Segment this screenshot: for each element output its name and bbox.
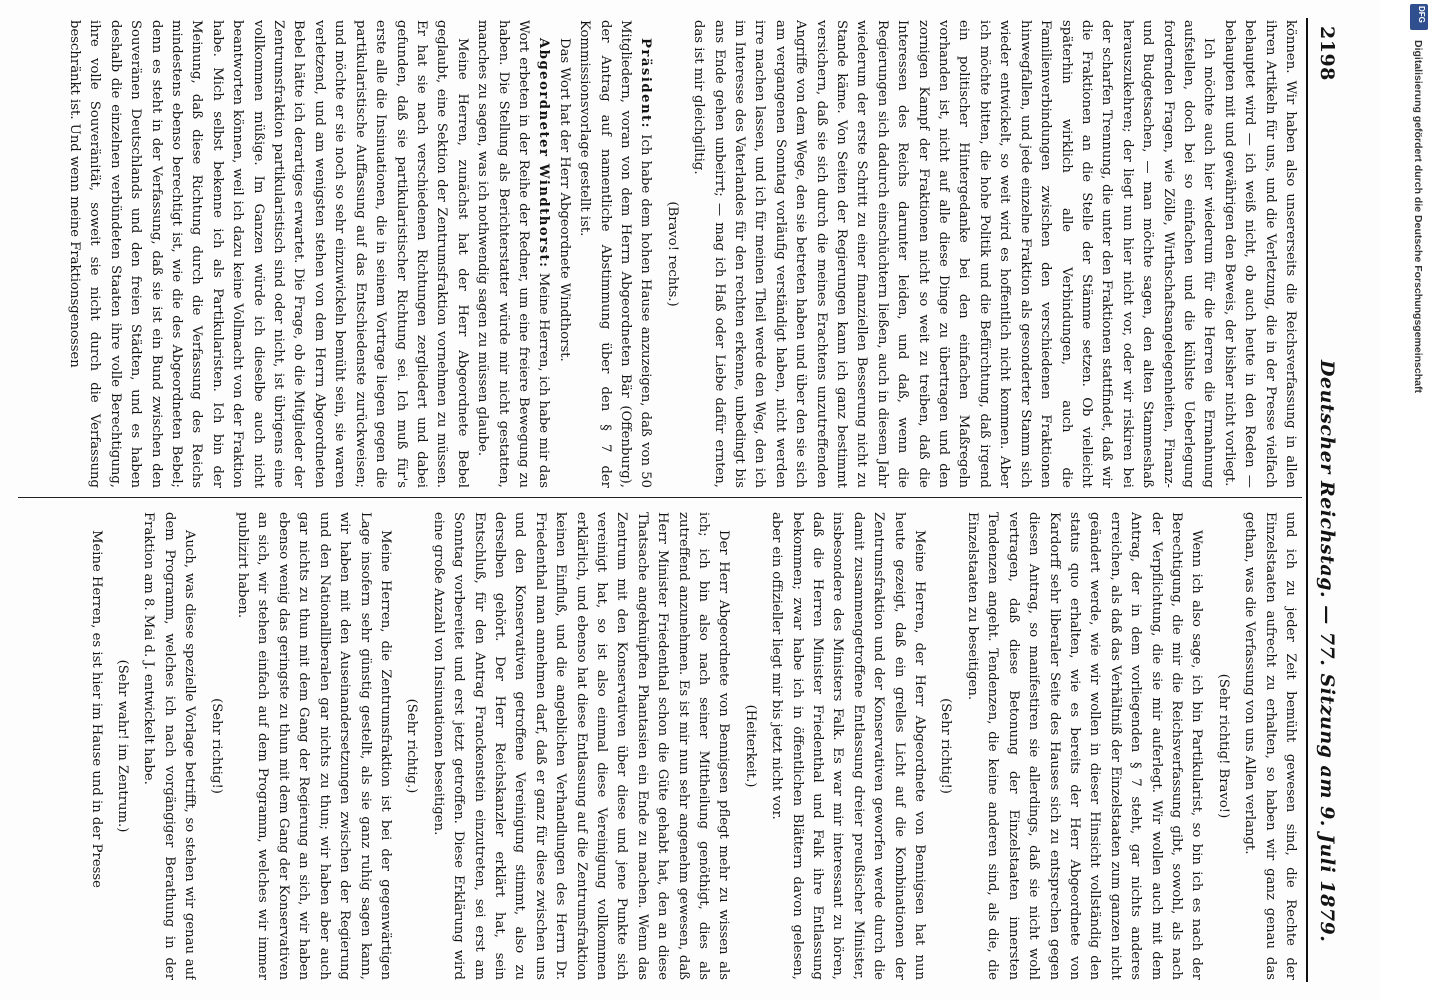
paragraph-text: Ich habe dem hohen Hause anzuzeigen, daß von 50 Mitgliedern, voran von dem Herrn Abgeordneten Bär (Offenburg), der Antrag auf namentliche Abstimmung über den § 7 der Kommissionsvorlage gestellt ist. bbox=[577, 20, 654, 488]
paragraph: Meine Herren, es ist hier im Hause und in der Presse bbox=[88, 530, 104, 888]
paragraph: Das Wort hat der Herr Abgeordnete Windthorst. bbox=[556, 38, 572, 362]
paragraph: Wenn ich also sage, ich bin Partikularist, so bin ich es nach der Berechtigung, die mir die Reichsverfassung gibt, sowohl, als nach der Verpflichtung, die sie mir auferlegt. Wir wollen auch mit dem Antrag, der in dem vorliegenden § 7 steht, gar nichts anderes erreichen, als daß das Verhältniß der Einzelstaaten zum ganzen nicht geändert werde, wie wir wollen in dieser Hinsicht vollständig den status quo erhalten, wie es bereits der Herr Abgeordnete von Kardorff sehr liberaler Seite des Hauses sich zu entsprechen gegen diesen Antrag, so manifestiren sie allerdings, daß sie nicht wohl vertragen, daß diese Betonung der Einzelstaaten innersten Tendenzen angeht. Tendenzen, die keine anderen sind, als die, die Einzelstaaten zu beseitigen. bbox=[964, 512, 1205, 980]
reaction-note: (Sehr richtig!) bbox=[208, 698, 224, 794]
left-text-column bbox=[20, 20, 1300, 488]
right-text-column bbox=[20, 512, 1300, 980]
dfg-logo-text: DFG bbox=[1417, 6, 1426, 23]
page-header bbox=[1312, 20, 1338, 980]
running-title: Deutscher Reichstag. — 77. Sitzung am 9. Juli 1879. bbox=[1316, 360, 1338, 943]
credit-text: Digitalisierung gefördert durch die Deutsche Forschungsgemeinschaft bbox=[1412, 40, 1424, 393]
paragraph: können. Wir haben also unsererseits die Reichsverfassung in allen ihren Artikeln für uns, und die Verletzung, die in der Presse vielfach behauptet wird — ich weiß nicht, ob auch heute in den Reden — behaupten mit und gewährigen den Beweis, der bisher nicht vorliegt. bbox=[1221, 20, 1298, 488]
column-divider bbox=[18, 497, 1302, 498]
reaction-note: (Heiterkeit.) bbox=[742, 704, 758, 788]
reaction-note: (Bravo! rechts.) bbox=[664, 201, 680, 307]
reaction-note: (Sehr richtig!) bbox=[938, 698, 954, 794]
paragraph: Ich möchte auch hier wiederum für die Herren die Ermahnung aufstellen, doch bei so einfachen und die kühlste Ueberlegung fordernden Fragen, wie Zölle, Wirthschaftsangelegenheiten, Finanz- und Budgetsachen, — man möchte sagen, den alten Stammeshaß herauszukehren; der liegt nun hier nicht vor, oder wir riskiren bei der scharfen Trennung, die unter den Fraktionen stattfindet, daß wir die Fraktionen an die Stelle der Stämme setzen. Ob vielleicht späterhin wirklich alle Verbindungen, auch die Familienverbindungen zwischen den verschiedenen Fraktionen hinwegfallen, und jede einzelne Fraktion als gesonderter Stamm sich wieder entwickelt, so weit wird es hoffentlich nicht kommen. Aber ich möchte bitten, die hohe Politik und die Befürchtung, daß irgend ein politischer Hintergedanke bei den einfachen Maßregeln vorhanden ist, nicht auf alle diese Dinge zu übertragen und den zornigen Kampf der Fraktionen nicht so weit zu treiben, daß die Interessen des Reichs darunter leiden, und daß, wenn die Regierungen sich dadurch einschüchtern ließen, auch in diesem Jahr wiederum der erste Schritt zu einer finanziellen Besserung nicht zu Stande käme. Von Seiten der Regierungen kann ich ganz bestimmt versichern, daß sie sich durch die meines Erachtens unzutreffenden Angriffe von dem Wege, den sie betreten haben und über den sie sich am vergangenen Sonntag vorläufig verständigt haben, nicht werden irre machen lassen, und ich für meinen Theil werde den Weg, den ich im Interesse des Vaterlandes für den rechten erkenne, unbedingt bis ans Ende gehen unbeirrt; — mag ich Haß oder Liebe dafür ernten, das ist mir gleichgiltig. bbox=[691, 20, 1217, 488]
page-number: 2198 bbox=[1316, 26, 1338, 81]
paragraph: Meine Herren, der Herr Abgeordnete von Bennigsen hat nun heute gezeigt, daß ein grelles Licht auf die Kombinationen der Zentrumsfraktion und der Konservativen geworfen werde durch die damit zusammengetroffene Entlassung dreier preußischer Minister, insbesondere des Ministers Falk. Es war mir interessant zu hören, daß die Herren Minister Friedenthal und Falk ihre Entlassung bekommen; zwar habe ich in öffentlichen Blättern davon gelesen, aber ein offizieller liegt mir bis jetzt nicht vor. bbox=[769, 512, 928, 980]
speaker-paragraph bbox=[574, 20, 656, 488]
reaction-note: (Sehr richtig! Bravo!) bbox=[1215, 673, 1231, 819]
paragraph-text: Meine Herren, ich habe mir das Wort erbeten in der Reihe der Redner, um eine freiere Bewegung zu haben. Die Stellung als Berichterstatter würde mir nicht gestatten, manches zu sagen, was ich nothwendig sagen zu müssen glaube. bbox=[475, 20, 552, 488]
paragraph: Meine Herren, zunächst hat der Herr Abgeordnete Bebel geglaubt, eine Sektion der Zentrumsfraktion vornehmen zu müssen. Er hat sie nach verschiedenen Richtungen zergliedert und dabei gefunden, daß sie partikularistischer Richtung sei. Ich muß für's erste alle die Insinuationen, die in seinem Vortrage liegen gegen die partikularistische Auffassung auf das Entschiedenste zurückweisen; und möchte er sie noch so sehr einzuwickeln bemüht sein, sie waren verletzend, und am wenigsten stehen von dem Herrn Abgeordneten Bebel hätte ich derartiges erwartet. Die Frage, ob die Mitglieder der Zentrumsfraktion partikularistisch sind oder nicht, ist übrigens eine vollkommen müßige. Im Ganzen würde ich dieselbe auch nicht beantworten können, weil ich dazu keine Vollmacht von der Fraktion habe. Mich selbst bekenne ich als Partikularisten. Ich bin der Meinung, daß diese Richtung durch die Verfassung des Reichs mindestens ebenso berechtigt ist, wie die des Abgeordneten Bebel; denn es steht in der Verfassung, daß sie ist ein Bund zwischen den Souveränen Deutschlands und den freien Städten, und es haben deshalb die einzelnen verbündeten Staaten ihre volle Berechtigung, ihre volle Souveränität, soweit sie nicht durch die Verfassung beschränkt ist. Und wenn meine Fraktionsgenossen bbox=[67, 20, 470, 488]
speaker-name: Abgeordneter Windthorst: bbox=[536, 38, 552, 269]
reaction-note: (Sehr wahr! im Zentrum.) bbox=[115, 659, 131, 833]
speaker-name: Präsident: bbox=[638, 38, 654, 130]
paragraph: Auch, was diese spezielle Vorlage betrifft, so stehen wir genau auf dem Programm, welches ich nach vorgängiger Berathung in der Fraktion am 8. Mai d. J. entwickelt habe. bbox=[141, 512, 198, 980]
header-rule bbox=[1306, 18, 1308, 982]
digitization-credit bbox=[1402, 18, 1426, 998]
paragraph: Der Herr Abgeordnete von Bennigsen pflegt mehr zu wissen als ich; ich bin also nach seiner Mittheilung genöthigt, dies als zutreffend anzunehmen. Es ist mir nun sehr angenehm gewesen, daß Herr Minister Friedenthal schon die Güte gehabt hat, den an diese Thatsache angeknüpften Phantasien ein Ende zu machen. Wenn das Zentrum mit den Konservativen über diese und jene Punkte sich vereinigt hat, so ist also einmal diese Vereinigung vollkommen erklärlich, und ebenso hat diese Entlassung auf die Zentrumsfraktion keinen Einfluß, und die angeblichen Verhandlungen des Herrn Dr. Friedenthal man annehmen darf, daß er ganz für diese zwischen uns und den Konservativen getroffene Vereinigung stimmt, also zu derselben gehört. Der Herr Reichskanzler erklärt hat, sein Entschluß, für den Antrag Franckenstein einzutreten, sei erst am Sonntag vorbereitet und erst jetzt getroffen. Diese Erklärung wird eine große Anzahl von Insinuationen beseitigen. bbox=[430, 512, 732, 980]
paragraph: Meine Herren, die Zentrumsfraktion ist bei der gegenwärtigen Lage insofern sehr günstig gestellt, als sie ganz ruhig sagen kann, wir haben mit den Auseinandersetzungen zwischen der Regierung und den Nationalliberalen gar nichts zu thun; wir haben aber auch gar nichts zu thun mit dem Gang der Regierung an sich, wir haben ebenso wenig das geringste zu thun mit dem Gang der Konservativen an sich, wir stehen einfach auf dem Programm, welches wir immer publizirt haben. bbox=[235, 512, 393, 980]
speaker-paragraph bbox=[472, 20, 554, 488]
paragraph: und ich zu jeder Zeit bemüht gewesen sind, die Rechte der Einzelstaaten aufrecht zu erhalten, so haben wir ganz genau das gethan, was die Verfassung von uns Allen verlangt. bbox=[1242, 512, 1298, 980]
reaction-note: (Sehr richtig.) bbox=[404, 698, 420, 794]
